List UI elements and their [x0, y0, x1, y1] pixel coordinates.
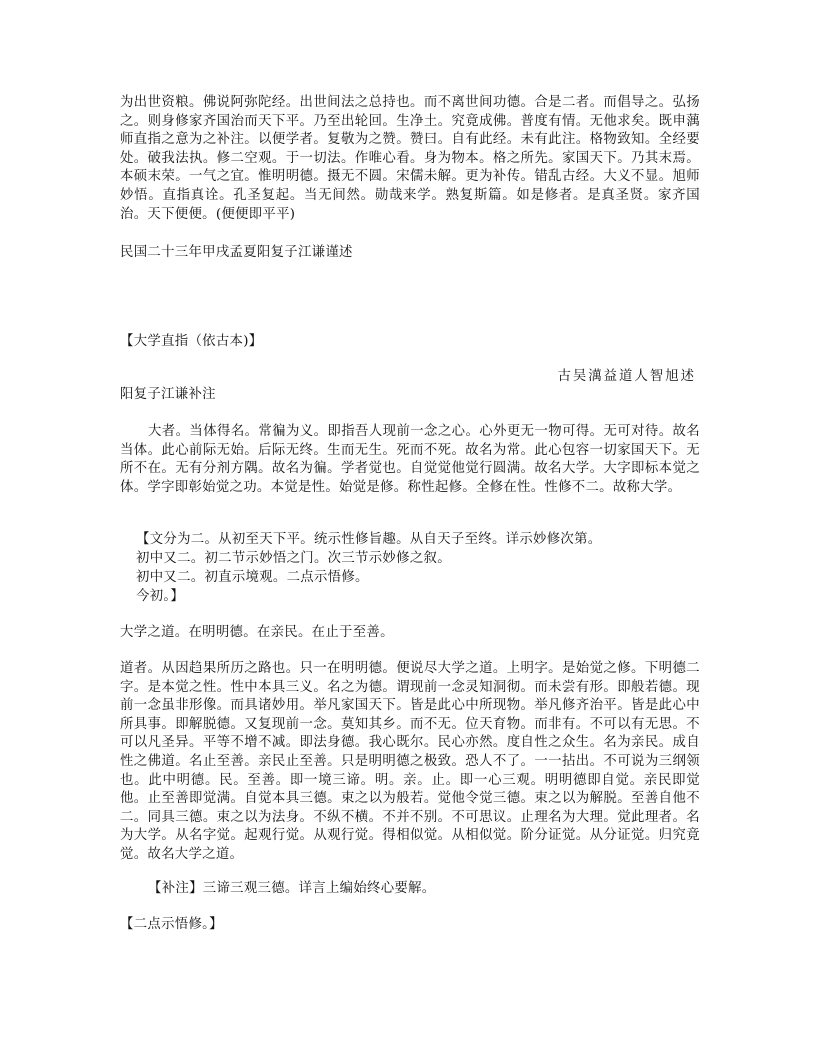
outline-line: 【文分为二。从初至天下平。统示性修旨趣。从自天子至终。详示妙修次第。	[136, 532, 602, 547]
note-line: 【补注】三谛三观三德。详言上编始终心要解。	[148, 881, 436, 896]
verse-line: 大学之道。在明明德。在亲民。在止于至善。	[120, 625, 394, 640]
author-line: 古吴澫益道人智旭述	[557, 369, 696, 384]
annotator-line: 阳复子江谦补注	[120, 387, 216, 402]
intro-paragraph: 大者。当体得名。常徧为义。即指吾人现前一念之心。心外更无一物可得。无可对待。故名当体。此心前际无始。后际无终。生而无生。死而不死。故名为常。此心包容一切家国天下。无所不在。无有分剂方隅。故名为徧。学者觉也。自觉觉他觉行圆满。故名大学。大字即标本觉之体。学字即彰始觉之功。本觉是性。始觉是修。称性起修。全修在性。性修不二。故称大学。	[120, 424, 700, 495]
outline-line: 初中又二。初二节示妙悟之门。次三节示妙修之叙。	[136, 551, 451, 566]
section-title: 【大学直指（依古本)】	[120, 334, 263, 349]
outline-line: 初中又二。初直示境观。二点示悟修。	[136, 570, 369, 585]
preface-signature: 民国二十三年甲戌孟夏阳复子江谦谨述	[120, 245, 353, 260]
next-heading: 【二点示悟修。】	[120, 917, 223, 932]
outline-line: 今初。】	[136, 589, 185, 604]
commentary-paragraph: 道者。从因趋果所历之路也。只一在明明德。便说尽大学之道。上明字。是始觉之修。下明德二字。是本觉之性。性中本具三义。名之为德。谓现前一念灵知洞彻。而未尝有形。即般若德。现前一念虽非形像。而具诸妙用。举凡家国天下。皆是此心中所现物。举凡修齐治平。皆是此心中所具事。即解脱德。又复现前一念。莫知其乡。而不无。位天育物。而非有。不可以有无思。不可以凡圣异。平等不增不减。即法身德。我心既尔。民心亦然。度自性之众生。名为亲民。成自性之佛道。名止至善。亲民止至善。只是明明德之极致。恐人不了。一一拈出。不可说为三纲领也。此中明德。民。至善。即一境三谛。明。亲。止。即一心三观。明明德即自觉。亲民即觉他。止至善即觉满。自觉本具三德。束之以为般若。觉他令觉三德。束之以为解脱。至善自他不二。同具三德。束之以为法身。不纵不横。不并不别。不可思议。止理名为大理。觉此理者。名为大学。从名字觉。起观行觉。从观行觉。得相似觉。从相似觉。阶分证觉。从分证觉。归究竟觉。故名大学之道。	[120, 661, 700, 862]
preface-paragraph: 为出世资粮。佛说阿弥陀经。出世间法之总持也。而不离世间功德。合是二者。而倡导之。弘扬之。则身修家齐国治而天下平。乃至出轮回。生净土。究竟成佛。普度有情。无他求矣。既申蕅师直指之意为之补注。以便学者。复敬为之赞。赞曰。自有此经。未有此注。格物致知。全经要处。破我法执。修二空观。于一切法。作唯心看。身为物本。格之所先。家国天下。乃其末焉。本硕末荣。一气之宜。惟明明德。摄无不圆。宋儒未解。更为补传。错乱古经。大义不显。旭师妙悟。直指真诠。孔圣复起。当无间然。勋哉来学。熟复斯篇。如是修者。是真圣贤。家齐国治。天下便便。(便便即平平)	[120, 95, 700, 222]
